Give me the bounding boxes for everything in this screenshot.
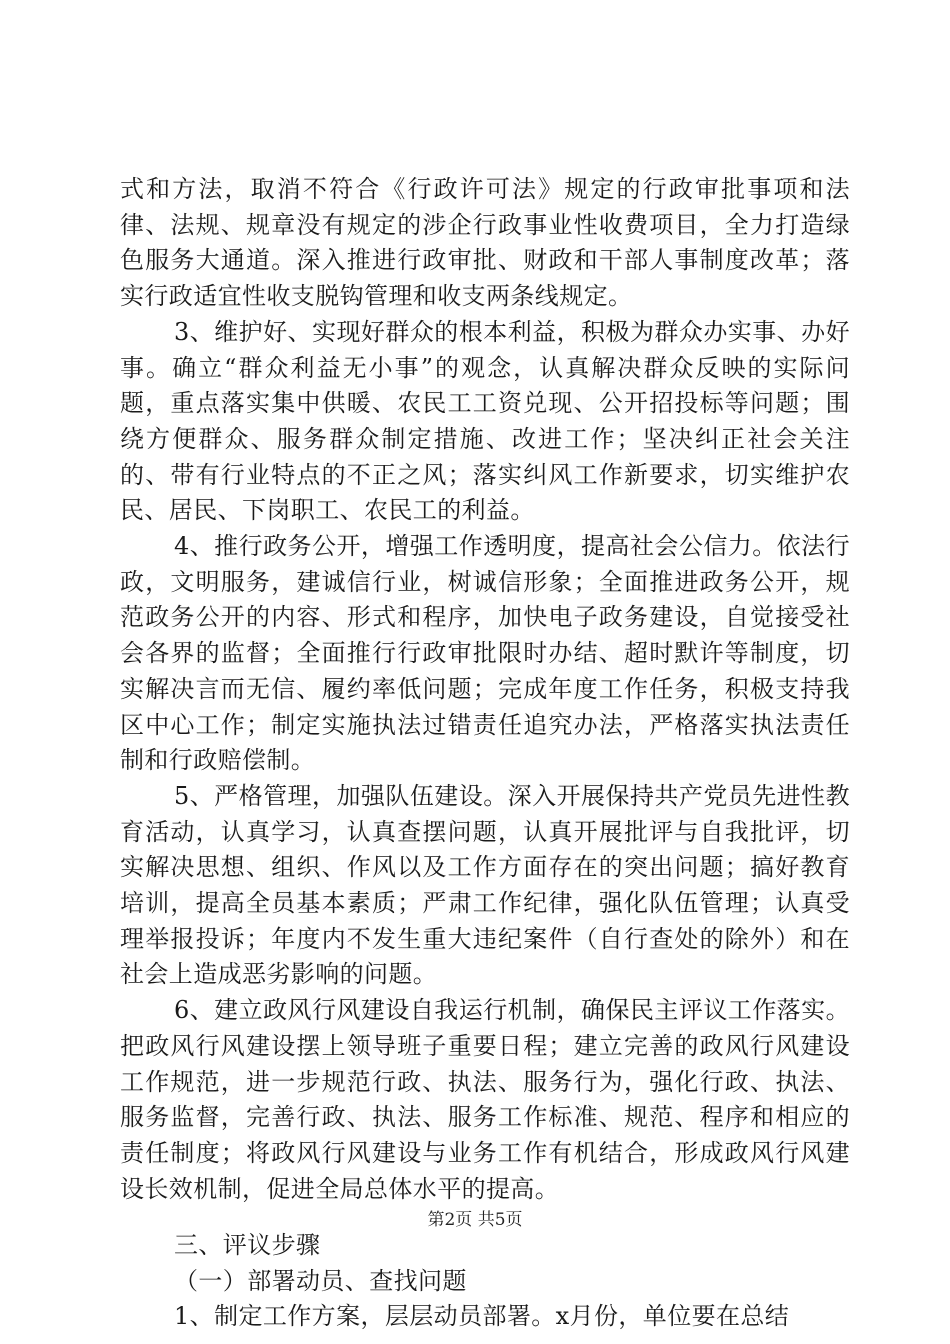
page-footer: 第2页 共5页 (427, 1210, 523, 1230)
paragraph-item-5: 5、严格管理，加强队伍建设。深入开展保持共产党员先进性教育活动，认真学习，认真查摆问题，认真开展批评与自我批评，切实解决思想、组织、作风以及工作方面存在的突出问题；搞好教育培训，提高全员基本素质；严肃工作纪律，强化队伍管理；认真受理举报投诉；年度内不发生重大违纪案件（自行查处的除外）和在社会上造成恶劣影响的问题。 (120, 781, 850, 989)
paragraph-item-3: 3、维护好、实现好群众的根本利益，积极为群众办实事、办好事。确立“群众利益无小事”的观念，认真解决群众反映的实际问题，重点落实集中供暖、农民工工资兑现、公开招投标等问题；围绕方便群众、服务群众制定措施、改进工作；坚决纠正社会关注的、带有行业特点的不正之风；落实纠风工作新要求，切实维护农民、居民、下岗职工、农民工的利益。 (120, 317, 850, 525)
paragraph-continuation: 式和方法，取消不符合《行政许可法》规定的行政审批事项和法律、法规、规章没有规定的涉企行政事业性收费项目，全力打造绿色服务大通道。深入推进行政审批、财政和干部人事制度改革；落实行政适宜性收支脱钩管理和收支两条线规定。 (120, 175, 850, 311)
paragraph-step-1: 1、制定工作方案，层层动员部署。x月份，单位要在总结 (174, 1302, 790, 1331)
section-heading: 三、评议步骤 (174, 1231, 321, 1260)
sub-heading: （一）部署动员、查找问题 (174, 1267, 467, 1296)
document-body (120, 172, 850, 1335)
paragraph-item-6: 6、建立政风行风建设自我运行机制，确保民主评议工作落实。把政风行风建设摆上领导班子重要日程；建立完善的政风行风建设工作规范，进一步规范行政、执法、服务行为，强化行政、执法、服务监督，完善行政、执法、服务工作标准、规范、程序和相应的责任制度；将政风行风建设与业务工作有机结合，形成政风行风建设长效机制，促进全局总体水平的提高。 (120, 996, 850, 1203)
paragraph-item-4: 4、推行政务公开，增强工作透明度，提高社会公信力。依法行政，文明服务，建诚信行业，树诚信形象；全面推进政务公开，规范政务公开的内容、形式和程序，加快电子政务建设，自觉接受社会各界的监督；全面推行行政审批限时办结、超时默许等制度，切实解决言而无信、履约率低问题；完成年度工作任务，积极支持我区中心工作；制定实施执法过错责任追究办法，严格落实执法责任制和行政赔偿制。 (120, 532, 850, 775)
